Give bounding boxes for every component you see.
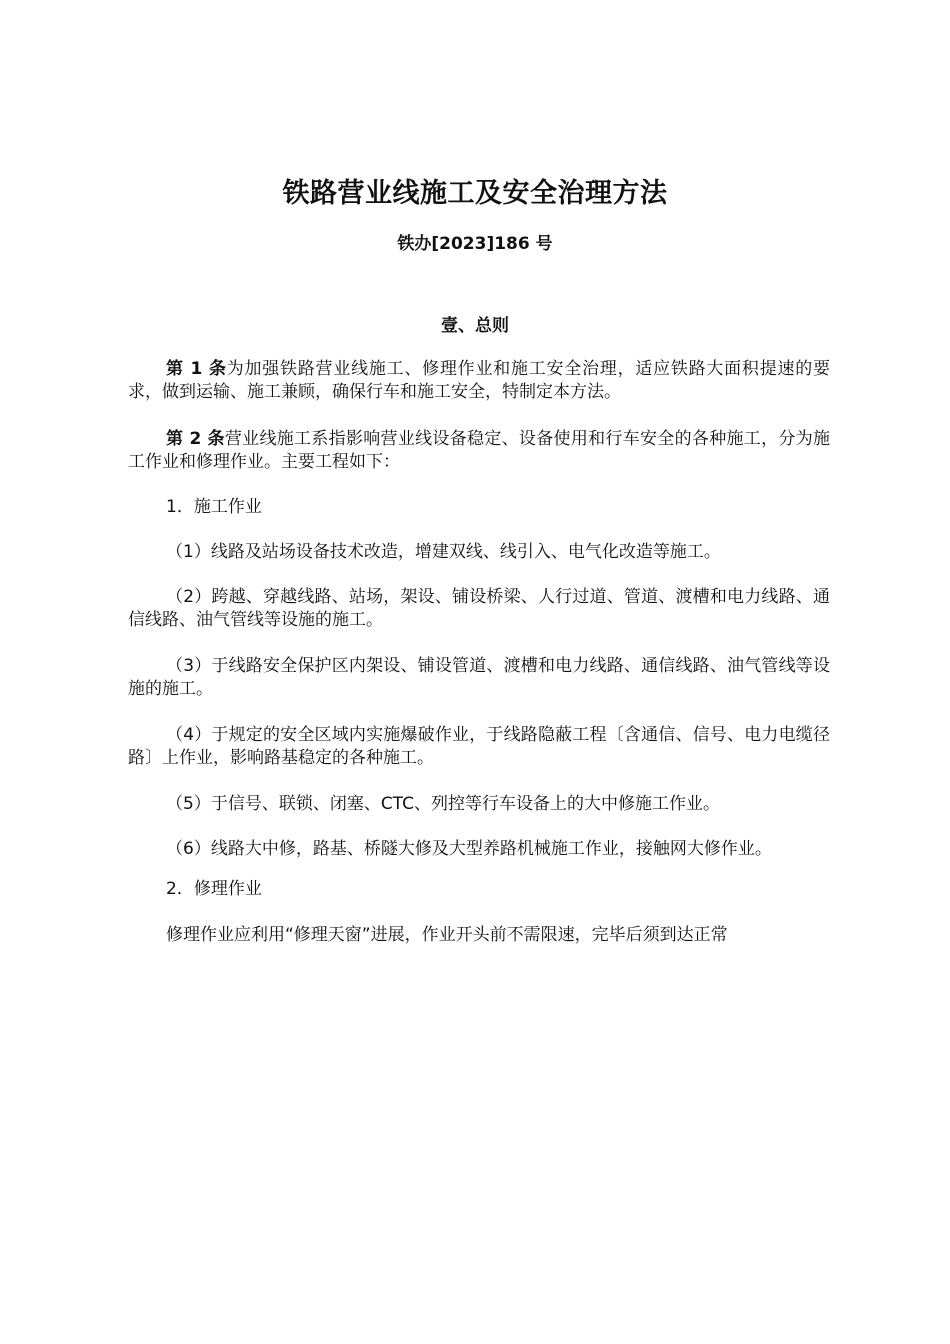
list-item: （6）线路大中修，路基、桥隧大修及大型养路机械施工作业，接触网大修作业。 <box>166 839 772 859</box>
article-2-paragraph <box>128 428 830 474</box>
section-heading: 壹、总则 <box>441 316 509 336</box>
heading-construction: 1．施工作业 <box>166 497 262 517</box>
article-1-label: 第 1 条 <box>166 359 227 379</box>
document-number: 铁办[2023]186 号 <box>397 234 553 254</box>
list-item: （5）于信号、联锁、闭塞、CTC、列控等行车设备上的大中修施工作业。 <box>166 794 720 814</box>
document-title: 铁路营业线施工及安全治理方法 <box>282 178 668 209</box>
list-item: （1）线路及站场设备技术改造，增建双线、线引入、电气化改造等施工。 <box>166 542 721 562</box>
list-item: （3）于线路安全保护区内架设、铺设管道、渡槽和电力线路、通信线路、油气管线等设施的施工。 <box>128 656 830 699</box>
maintenance-paragraph: 修理作业应利用“修理天窗”进展，作业开头前不需限速，完毕后须到达正常 <box>166 925 728 945</box>
heading-maintenance: 2．修理作业 <box>166 879 262 899</box>
article-2-text: 营业线施工系指影响营业线设备稳定、设备使用和行车安全的各种施工，分为施工作业和修理作业。主要工程如下： <box>128 429 830 472</box>
list-item: （2）跨越、穿越线路、站场，架设、铺设桥梁、人行过道、管道、渡槽和电力线路、通信线路、油气管线等设施的施工。 <box>128 587 830 630</box>
article-2-label: 第 2 条 <box>166 429 225 449</box>
list-item: （4）于规定的安全区域内实施爆破作业，于线路隐蔽工程〔含通信、信号、电力电缆径路〕上作业，影响路基稳定的各种施工。 <box>128 725 830 768</box>
article-1-text: 为加强铁路营业线施工、修理作业和施工安全治理，适应铁路大面积提速的要求，做到运输、施工兼顾，确保行车和施工安全，特制定本方法。 <box>128 359 830 402</box>
article-1-paragraph <box>128 358 830 404</box>
